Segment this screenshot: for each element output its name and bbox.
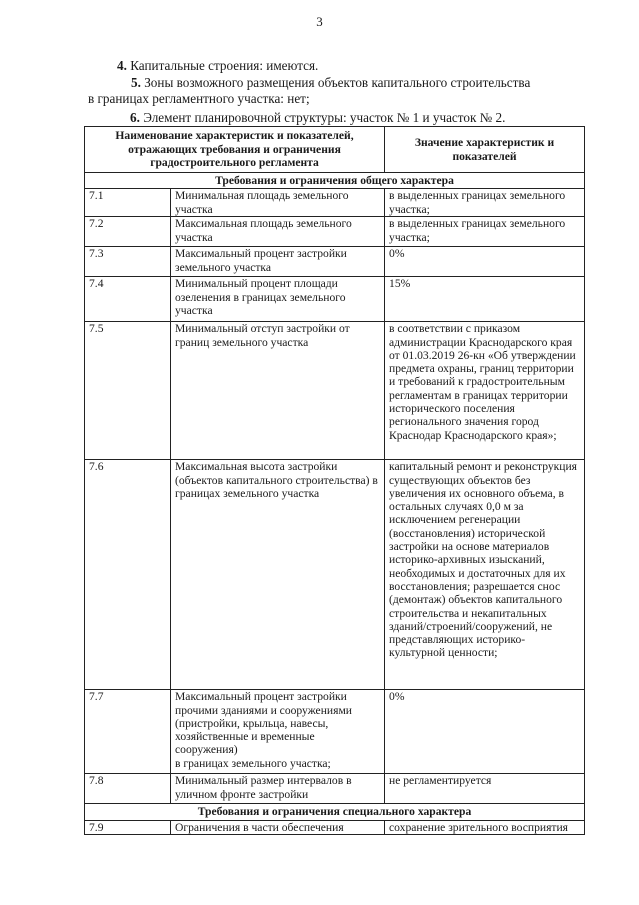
- row-name: Ограничения в части обеспечения: [171, 820, 385, 834]
- regulation-table: [84, 126, 585, 835]
- row-value: в выделенных границах земельного участка;: [385, 217, 585, 247]
- row-number: 7.6: [85, 460, 171, 690]
- row-name: Максимальный процент застройки земельного участка: [171, 247, 385, 277]
- row-number: 7.4: [85, 277, 171, 322]
- page-number: 3: [316, 14, 323, 29]
- paragraph-5-line2: в границах регламентного участка: нет;: [88, 91, 310, 106]
- row-name-part1: Максимальный процент застройки прочими зданиями и сооружениями (пристройки, крыльца, навесы, хозяйственные и временные сооружения): [175, 690, 352, 757]
- row-value: в выделенных границах земельного участка;: [385, 189, 585, 217]
- table-row: [85, 774, 585, 804]
- row-number: 7.9: [85, 820, 171, 834]
- row-name-part2: в границах земельного участка;: [175, 756, 331, 770]
- row-number: 7.3: [85, 247, 171, 277]
- row-value: в соответствии с приказом администрации Краснодарского края от 01.03.2019 26-кн «Об утверждении предмета охраны, границ территории и требований к градостроительным регламентам в границах территории исторического поселения регионального значения город Краснодар Краснодарского края»;: [385, 322, 585, 460]
- row-name: [171, 690, 385, 774]
- paragraph-4-number: 4.: [117, 58, 127, 73]
- table-header-row: [85, 127, 585, 173]
- table-row: [85, 322, 585, 460]
- paragraph-5-number: 5.: [131, 75, 141, 90]
- row-name: Минимальный отступ застройки от границ земельного участка: [171, 322, 385, 460]
- row-name: Минимальный размер интервалов в уличном фронте застройки: [171, 774, 385, 804]
- paragraph-4: [117, 58, 318, 74]
- paragraph-5-line1: Зоны возможного размещения объектов капитального строительства: [144, 75, 531, 90]
- row-value: 15%: [385, 277, 585, 322]
- row-value: 0%: [385, 690, 585, 774]
- table-row: [85, 277, 585, 322]
- row-name: Минимальная площадь земельного участка: [171, 189, 385, 217]
- row-value: капитальный ремонт и реконструкция существующих объектов без увеличения их основного объема, в остальных случаях 0,0 м за исключением регенерации (восстановления) исторической застройки на основе материалов историко-архивных изысканий, необходимых и достаточных для их восстановления; разрешается снос (демонтаж) объектов капитального строительства и некапитальных зданий/строений/сооружений, не представляющих историко-культурной ценности;: [385, 460, 585, 690]
- paragraph-5: [88, 75, 579, 107]
- row-name: Максимальная площадь земельного участка: [171, 217, 385, 247]
- paragraph-6-text: Элемент планировочной структуры: участок № 1 и участок № 2.: [143, 110, 506, 125]
- section-row: [85, 804, 585, 820]
- row-number: 7.2: [85, 217, 171, 247]
- row-name: Максимальная высота застройки (объектов капитального строительства) в границах земельного участка: [171, 460, 385, 690]
- header-name: Наименование характеристик и показателей, отражающих требования и ограничения градостроительного регламента: [85, 127, 385, 173]
- paragraph-6-number: 6.: [130, 110, 140, 125]
- paragraph-6: [130, 110, 505, 126]
- row-value: не регламентируется: [385, 774, 585, 804]
- paragraph-4-text: Капитальные строения: имеются.: [130, 58, 319, 73]
- row-name: Минимальный процент площади озеленения в границах земельного участка: [171, 277, 385, 322]
- row-value: сохранение зрительного восприятия: [385, 820, 585, 834]
- table-row: [85, 690, 585, 774]
- table-row: [85, 189, 585, 217]
- row-value: 0%: [385, 247, 585, 277]
- row-number: 7.5: [85, 322, 171, 460]
- table-row: [85, 820, 585, 834]
- row-number: 7.8: [85, 774, 171, 804]
- table-row: [85, 217, 585, 247]
- row-number: 7.7: [85, 690, 171, 774]
- header-value: Значение характеристик и показателей: [385, 127, 585, 173]
- section-general: Требования и ограничения общего характера: [85, 173, 585, 189]
- table-row: [85, 460, 585, 690]
- section-special: Требования и ограничения специального характера: [85, 804, 585, 820]
- table-row: [85, 247, 585, 277]
- row-number: 7.1: [85, 189, 171, 217]
- section-row: [85, 173, 585, 189]
